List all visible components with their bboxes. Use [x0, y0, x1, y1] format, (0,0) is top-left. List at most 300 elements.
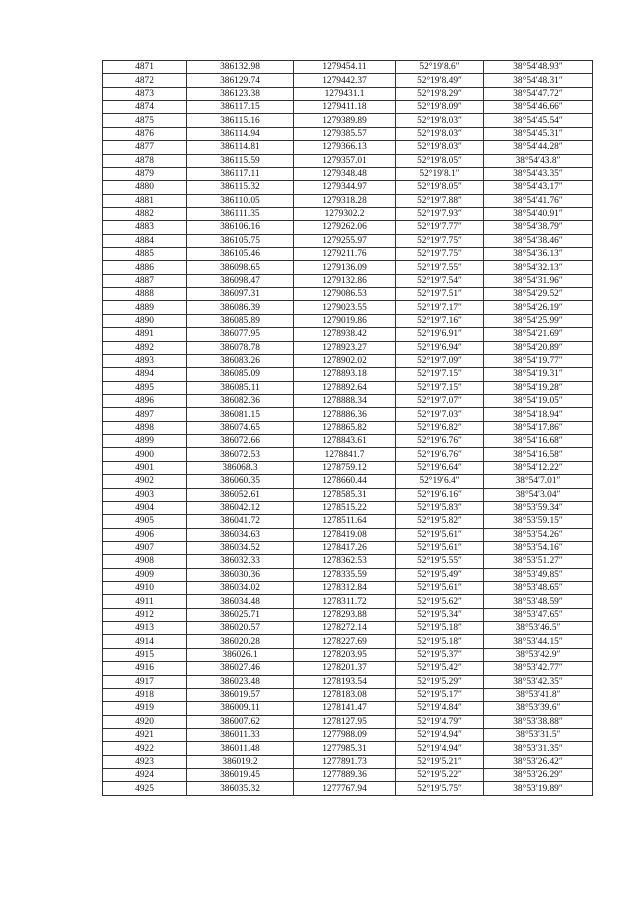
- point-number-cell: 4892: [103, 341, 187, 354]
- y-coordinate-cell: 1279385.57: [294, 127, 396, 140]
- longitude-cell: 38°53′26.29″: [484, 769, 593, 782]
- x-coordinate-cell: 386097.31: [187, 288, 294, 301]
- table-row: [103, 207, 593, 220]
- y-coordinate-cell: 1278902.02: [294, 354, 396, 367]
- y-coordinate-cell: 1278841.7: [294, 448, 396, 461]
- table-row: [103, 568, 593, 581]
- point-number-cell: 4917: [103, 675, 187, 688]
- x-coordinate-cell: 386111.35: [187, 207, 294, 220]
- point-number-cell: 4902: [103, 475, 187, 488]
- longitude-cell: 38°53′48.65″: [484, 582, 593, 595]
- table-row: [103, 274, 593, 287]
- y-coordinate-cell: 1278843.61: [294, 435, 396, 448]
- latitude-cell: 52°19′5.62″: [396, 595, 484, 608]
- longitude-cell: 38°53′51.27″: [484, 555, 593, 568]
- point-number-cell: 4880: [103, 181, 187, 194]
- x-coordinate-cell: 386019.45: [187, 769, 294, 782]
- x-coordinate-cell: 386072.66: [187, 435, 294, 448]
- y-coordinate-cell: 1279019.86: [294, 314, 396, 327]
- y-coordinate-cell: 1278938.42: [294, 328, 396, 341]
- longitude-cell: 38°54′18.94″: [484, 408, 593, 421]
- latitude-cell: 52°19′8.05″: [396, 181, 484, 194]
- longitude-cell: 38°53′47.65″: [484, 608, 593, 621]
- y-coordinate-cell: 1278141.47: [294, 702, 396, 715]
- x-coordinate-cell: 386085.89: [187, 314, 294, 327]
- latitude-cell: 52°19′5.21″: [396, 755, 484, 768]
- point-number-cell: 4912: [103, 608, 187, 621]
- latitude-cell: 52°19′8.03″: [396, 141, 484, 154]
- latitude-cell: 52°19′7.03″: [396, 408, 484, 421]
- x-coordinate-cell: 386026.1: [187, 648, 294, 661]
- table-row: [103, 87, 593, 100]
- latitude-cell: 52°19′4.94″: [396, 728, 484, 741]
- x-coordinate-cell: 386030.36: [187, 568, 294, 581]
- x-coordinate-cell: 386115.32: [187, 181, 294, 194]
- table-row: [103, 782, 593, 795]
- y-coordinate-cell: 1279366.13: [294, 141, 396, 154]
- point-number-cell: 4923: [103, 755, 187, 768]
- point-number-cell: 4925: [103, 782, 187, 795]
- latitude-cell: 52°19′6.64″: [396, 461, 484, 474]
- latitude-cell: 52°19′7.51″: [396, 288, 484, 301]
- point-number-cell: 4907: [103, 541, 187, 554]
- point-number-cell: 4896: [103, 394, 187, 407]
- table-row: [103, 341, 593, 354]
- table-row: [103, 595, 593, 608]
- longitude-cell: 38°53′19.89″: [484, 782, 593, 795]
- point-number-cell: 4897: [103, 408, 187, 421]
- table-row: [103, 662, 593, 675]
- latitude-cell: 52°19′5.34″: [396, 608, 484, 621]
- longitude-cell: 38°53′59.15″: [484, 515, 593, 528]
- point-number-cell: 4899: [103, 435, 187, 448]
- table-row: [103, 114, 593, 127]
- y-coordinate-cell: 1279442.37: [294, 74, 396, 87]
- table-row: [103, 608, 593, 621]
- point-number-cell: 4890: [103, 314, 187, 327]
- x-coordinate-cell: 386077.95: [187, 328, 294, 341]
- y-coordinate-cell: 1278865.82: [294, 421, 396, 434]
- x-coordinate-cell: 386106.16: [187, 221, 294, 234]
- latitude-cell: 52°19′5.18″: [396, 635, 484, 648]
- table-row: [103, 74, 593, 87]
- x-coordinate-cell: 386115.59: [187, 154, 294, 167]
- point-number-cell: 4911: [103, 595, 187, 608]
- table-row: [103, 167, 593, 180]
- longitude-cell: 38°53′49.85″: [484, 568, 593, 581]
- table-row: [103, 755, 593, 768]
- longitude-cell: 38°53′46.5″: [484, 622, 593, 635]
- latitude-cell: 52°19′7.75″: [396, 234, 484, 247]
- table-row: [103, 555, 593, 568]
- point-number-cell: 4871: [103, 61, 187, 74]
- point-number-cell: 4908: [103, 555, 187, 568]
- table-row: [103, 261, 593, 274]
- y-coordinate-cell: 1279454.11: [294, 61, 396, 74]
- table-row: [103, 715, 593, 728]
- longitude-cell: 38°53′42.35″: [484, 675, 593, 688]
- latitude-cell: 52°19′7.88″: [396, 194, 484, 207]
- table-row: [103, 181, 593, 194]
- longitude-cell: 38°54′19.05″: [484, 394, 593, 407]
- y-coordinate-cell: 1278201.37: [294, 662, 396, 675]
- x-coordinate-cell: 386082.36: [187, 394, 294, 407]
- longitude-cell: 38°54′47.72″: [484, 87, 593, 100]
- x-coordinate-cell: 386032.33: [187, 555, 294, 568]
- point-number-cell: 4891: [103, 328, 187, 341]
- longitude-cell: 38°54′46.66″: [484, 101, 593, 114]
- table-row: [103, 141, 593, 154]
- point-number-cell: 4898: [103, 421, 187, 434]
- y-coordinate-cell: 1277891.73: [294, 755, 396, 768]
- latitude-cell: 52°19′5.83″: [396, 501, 484, 514]
- x-coordinate-cell: 386123.38: [187, 87, 294, 100]
- table-row: [103, 248, 593, 261]
- latitude-cell: 52°19′8.05″: [396, 154, 484, 167]
- point-number-cell: 4885: [103, 248, 187, 261]
- table-row: [103, 461, 593, 474]
- point-number-cell: 4910: [103, 582, 187, 595]
- table-row: [103, 688, 593, 701]
- table-row: [103, 501, 593, 514]
- table-row: [103, 194, 593, 207]
- y-coordinate-cell: 1278272.14: [294, 622, 396, 635]
- latitude-cell: 52°19′4.94″: [396, 742, 484, 755]
- table-row: [103, 728, 593, 741]
- y-coordinate-cell: 1278417.26: [294, 541, 396, 554]
- longitude-cell: 38°53′31.35″: [484, 742, 593, 755]
- table-row: [103, 408, 593, 421]
- y-coordinate-cell: 1278227.69: [294, 635, 396, 648]
- longitude-cell: 38°54′16.58″: [484, 448, 593, 461]
- y-coordinate-cell: 1278923.27: [294, 341, 396, 354]
- y-coordinate-cell: 1278193.54: [294, 675, 396, 688]
- table-row: [103, 435, 593, 448]
- x-coordinate-cell: 386110.05: [187, 194, 294, 207]
- longitude-cell: 38°54′41.76″: [484, 194, 593, 207]
- x-coordinate-cell: 386019.2: [187, 755, 294, 768]
- x-coordinate-cell: 386105.75: [187, 234, 294, 247]
- longitude-cell: 38°53′41.8″: [484, 688, 593, 701]
- latitude-cell: 52°19′7.17″: [396, 301, 484, 314]
- longitude-cell: 38°54′38.79″: [484, 221, 593, 234]
- latitude-cell: 52°19′5.37″: [396, 648, 484, 661]
- longitude-cell: 38°53′54.26″: [484, 528, 593, 541]
- y-coordinate-cell: 1278183.08: [294, 688, 396, 701]
- point-number-cell: 4878: [103, 154, 187, 167]
- table-row: [103, 742, 593, 755]
- point-number-cell: 4882: [103, 207, 187, 220]
- point-number-cell: 4889: [103, 301, 187, 314]
- y-coordinate-cell: 1277988.09: [294, 728, 396, 741]
- longitude-cell: 38°54′16.68″: [484, 435, 593, 448]
- longitude-cell: 38°53′31.5″: [484, 728, 593, 741]
- latitude-cell: 52°19′6.16″: [396, 488, 484, 501]
- x-coordinate-cell: 386034.52: [187, 541, 294, 554]
- y-coordinate-cell: 1277767.94: [294, 782, 396, 795]
- x-coordinate-cell: 386027.46: [187, 662, 294, 675]
- x-coordinate-cell: 386009.11: [187, 702, 294, 715]
- x-coordinate-cell: 386042.12: [187, 501, 294, 514]
- point-number-cell: 4894: [103, 368, 187, 381]
- point-number-cell: 4903: [103, 488, 187, 501]
- longitude-cell: 38°54′19.77″: [484, 354, 593, 367]
- y-coordinate-cell: 1277985.31: [294, 742, 396, 755]
- longitude-cell: 38°54′45.54″: [484, 114, 593, 127]
- table-row: [103, 702, 593, 715]
- table-row: [103, 475, 593, 488]
- x-coordinate-cell: 386105.46: [187, 248, 294, 261]
- latitude-cell: 52°19′8.49″: [396, 74, 484, 87]
- table-row: [103, 354, 593, 367]
- longitude-cell: 38°53′59.34″: [484, 501, 593, 514]
- x-coordinate-cell: 386085.11: [187, 381, 294, 394]
- latitude-cell: 52°19′4.84″: [396, 702, 484, 715]
- point-number-cell: 4872: [103, 74, 187, 87]
- y-coordinate-cell: 1278362.53: [294, 555, 396, 568]
- latitude-cell: 52°19′6.76″: [396, 435, 484, 448]
- y-coordinate-cell: 1279344.97: [294, 181, 396, 194]
- point-number-cell: 4887: [103, 274, 187, 287]
- table-row: [103, 541, 593, 554]
- point-number-cell: 4877: [103, 141, 187, 154]
- y-coordinate-cell: 1279348.48: [294, 167, 396, 180]
- coordinates-table-body: [103, 61, 593, 796]
- table-row: [103, 288, 593, 301]
- longitude-cell: 38°54′43.8″: [484, 154, 593, 167]
- point-number-cell: 4922: [103, 742, 187, 755]
- y-coordinate-cell: 1278127.95: [294, 715, 396, 728]
- point-number-cell: 4873: [103, 87, 187, 100]
- x-coordinate-cell: 386068.3: [187, 461, 294, 474]
- point-number-cell: 4876: [103, 127, 187, 140]
- point-number-cell: 4924: [103, 769, 187, 782]
- y-coordinate-cell: 1278893.18: [294, 368, 396, 381]
- table-row: [103, 635, 593, 648]
- latitude-cell: 52°19′5.82″: [396, 515, 484, 528]
- latitude-cell: 52°19′5.55″: [396, 555, 484, 568]
- table-row: [103, 301, 593, 314]
- x-coordinate-cell: 386025.71: [187, 608, 294, 621]
- point-number-cell: 4886: [103, 261, 187, 274]
- y-coordinate-cell: 1279132.86: [294, 274, 396, 287]
- x-coordinate-cell: 386034.02: [187, 582, 294, 595]
- x-coordinate-cell: 386020.28: [187, 635, 294, 648]
- y-coordinate-cell: 1279389.89: [294, 114, 396, 127]
- longitude-cell: 38°54′26.19″: [484, 301, 593, 314]
- y-coordinate-cell: 1279136.09: [294, 261, 396, 274]
- x-coordinate-cell: 386023.48: [187, 675, 294, 688]
- x-coordinate-cell: 386085.09: [187, 368, 294, 381]
- coordinates-table: [102, 60, 593, 796]
- table-row: [103, 127, 593, 140]
- table-row: [103, 101, 593, 114]
- latitude-cell: 52°19′5.29″: [396, 675, 484, 688]
- point-number-cell: 4914: [103, 635, 187, 648]
- longitude-cell: 38°54′31.96″: [484, 274, 593, 287]
- longitude-cell: 38°53′54.16″: [484, 541, 593, 554]
- table-row: [103, 448, 593, 461]
- latitude-cell: 52°19′8.03″: [396, 127, 484, 140]
- latitude-cell: 52°19′5.18″: [396, 622, 484, 635]
- longitude-cell: 38°54′3.04″: [484, 488, 593, 501]
- point-number-cell: 4921: [103, 728, 187, 741]
- x-coordinate-cell: 386115.16: [187, 114, 294, 127]
- x-coordinate-cell: 386007.62: [187, 715, 294, 728]
- latitude-cell: 52°19′8.09″: [396, 101, 484, 114]
- table-row: [103, 528, 593, 541]
- latitude-cell: 52°19′8.03″: [396, 114, 484, 127]
- point-number-cell: 4920: [103, 715, 187, 728]
- longitude-cell: 38°54′19.28″: [484, 381, 593, 394]
- latitude-cell: 52°19′7.54″: [396, 274, 484, 287]
- y-coordinate-cell: 1279262.06: [294, 221, 396, 234]
- y-coordinate-cell: 1278759.12: [294, 461, 396, 474]
- y-coordinate-cell: 1277889.36: [294, 769, 396, 782]
- longitude-cell: 38°54′29.52″: [484, 288, 593, 301]
- longitude-cell: 38°54′19.31″: [484, 368, 593, 381]
- point-number-cell: 4919: [103, 702, 187, 715]
- y-coordinate-cell: 1279431.1: [294, 87, 396, 100]
- point-number-cell: 4879: [103, 167, 187, 180]
- point-number-cell: 4916: [103, 662, 187, 675]
- latitude-cell: 52°19′5.61″: [396, 528, 484, 541]
- latitude-cell: 52°19′8.29″: [396, 87, 484, 100]
- longitude-cell: 38°53′39.6″: [484, 702, 593, 715]
- latitude-cell: 52°19′8.6″: [396, 61, 484, 74]
- table-row: [103, 769, 593, 782]
- y-coordinate-cell: 1278892.64: [294, 381, 396, 394]
- latitude-cell: 52°19′7.77″: [396, 221, 484, 234]
- longitude-cell: 38°54′12.22″: [484, 461, 593, 474]
- longitude-cell: 38°54′43.35″: [484, 167, 593, 180]
- table-row: [103, 648, 593, 661]
- latitude-cell: 52°19′7.55″: [396, 261, 484, 274]
- point-number-cell: 4884: [103, 234, 187, 247]
- y-coordinate-cell: 1278335.59: [294, 568, 396, 581]
- y-coordinate-cell: 1278888.34: [294, 394, 396, 407]
- point-number-cell: 4895: [103, 381, 187, 394]
- latitude-cell: 52°19′8.1″: [396, 167, 484, 180]
- y-coordinate-cell: 1279023.55: [294, 301, 396, 314]
- table-row: [103, 234, 593, 247]
- table-row: [103, 488, 593, 501]
- point-number-cell: 4904: [103, 501, 187, 514]
- x-coordinate-cell: 386117.11: [187, 167, 294, 180]
- table-row: [103, 154, 593, 167]
- y-coordinate-cell: 1278515.22: [294, 501, 396, 514]
- latitude-cell: 52°19′5.61″: [396, 582, 484, 595]
- longitude-cell: 38°54′38.46″: [484, 234, 593, 247]
- table-row: [103, 675, 593, 688]
- x-coordinate-cell: 386074.65: [187, 421, 294, 434]
- longitude-cell: 38°54′43.17″: [484, 181, 593, 194]
- x-coordinate-cell: 386020.57: [187, 622, 294, 635]
- point-number-cell: 4913: [103, 622, 187, 635]
- latitude-cell: 52°19′5.75″: [396, 782, 484, 795]
- longitude-cell: 38°54′48.31″: [484, 74, 593, 87]
- x-coordinate-cell: 386072.53: [187, 448, 294, 461]
- longitude-cell: 38°53′48.59″: [484, 595, 593, 608]
- y-coordinate-cell: 1278293.88: [294, 608, 396, 621]
- longitude-cell: 38°53′42.9″: [484, 648, 593, 661]
- x-coordinate-cell: 386011.48: [187, 742, 294, 755]
- x-coordinate-cell: 386083.26: [187, 354, 294, 367]
- latitude-cell: 52°19′7.75″: [396, 248, 484, 261]
- latitude-cell: 52°19′6.94″: [396, 341, 484, 354]
- table-row: [103, 381, 593, 394]
- y-coordinate-cell: 1278312.84: [294, 582, 396, 595]
- x-coordinate-cell: 386041.72: [187, 515, 294, 528]
- longitude-cell: 38°53′26.42″: [484, 755, 593, 768]
- longitude-cell: 38°54′45.31″: [484, 127, 593, 140]
- x-coordinate-cell: 386129.74: [187, 74, 294, 87]
- table-row: [103, 394, 593, 407]
- longitude-cell: 38°54′25.99″: [484, 314, 593, 327]
- point-number-cell: 4906: [103, 528, 187, 541]
- table-row: [103, 221, 593, 234]
- point-number-cell: 4874: [103, 101, 187, 114]
- point-number-cell: 4888: [103, 288, 187, 301]
- y-coordinate-cell: 1279318.28: [294, 194, 396, 207]
- latitude-cell: 52°19′7.15″: [396, 368, 484, 381]
- x-coordinate-cell: 386019.57: [187, 688, 294, 701]
- y-coordinate-cell: 1278511.64: [294, 515, 396, 528]
- longitude-cell: 38°54′21.69″: [484, 328, 593, 341]
- longitude-cell: 38°53′38.88″: [484, 715, 593, 728]
- latitude-cell: 52°19′7.93″: [396, 207, 484, 220]
- latitude-cell: 52°19′5.42″: [396, 662, 484, 675]
- y-coordinate-cell: 1278311.72: [294, 595, 396, 608]
- x-coordinate-cell: 386034.48: [187, 595, 294, 608]
- longitude-cell: 38°54′44.28″: [484, 141, 593, 154]
- x-coordinate-cell: 386114.94: [187, 127, 294, 140]
- x-coordinate-cell: 386060.35: [187, 475, 294, 488]
- y-coordinate-cell: 1278585.31: [294, 488, 396, 501]
- y-coordinate-cell: 1279302.2: [294, 207, 396, 220]
- point-number-cell: 4900: [103, 448, 187, 461]
- latitude-cell: 52°19′5.49″: [396, 568, 484, 581]
- longitude-cell: 38°53′42.77″: [484, 662, 593, 675]
- latitude-cell: 52°19′6.82″: [396, 421, 484, 434]
- longitude-cell: 38°54′7.01″: [484, 475, 593, 488]
- y-coordinate-cell: 1278419.08: [294, 528, 396, 541]
- latitude-cell: 52°19′5.61″: [396, 541, 484, 554]
- latitude-cell: 52°19′5.17″: [396, 688, 484, 701]
- y-coordinate-cell: 1279211.76: [294, 248, 396, 261]
- table-row: [103, 582, 593, 595]
- x-coordinate-cell: 386132.98: [187, 61, 294, 74]
- x-coordinate-cell: 386035.32: [187, 782, 294, 795]
- x-coordinate-cell: 386011.33: [187, 728, 294, 741]
- x-coordinate-cell: 386086.39: [187, 301, 294, 314]
- table-row: [103, 515, 593, 528]
- latitude-cell: 52°19′7.16″: [396, 314, 484, 327]
- y-coordinate-cell: 1278660.44: [294, 475, 396, 488]
- longitude-cell: 38°54′40.91″: [484, 207, 593, 220]
- point-number-cell: 4881: [103, 194, 187, 207]
- point-number-cell: 4918: [103, 688, 187, 701]
- point-number-cell: 4901: [103, 461, 187, 474]
- longitude-cell: 38°54′17.86″: [484, 421, 593, 434]
- longitude-cell: 38°54′32.13″: [484, 261, 593, 274]
- latitude-cell: 52°19′6.4″: [396, 475, 484, 488]
- point-number-cell: 4883: [103, 221, 187, 234]
- y-coordinate-cell: 1279357.01: [294, 154, 396, 167]
- x-coordinate-cell: 386052.61: [187, 488, 294, 501]
- x-coordinate-cell: 386114.81: [187, 141, 294, 154]
- longitude-cell: 38°54′36.13″: [484, 248, 593, 261]
